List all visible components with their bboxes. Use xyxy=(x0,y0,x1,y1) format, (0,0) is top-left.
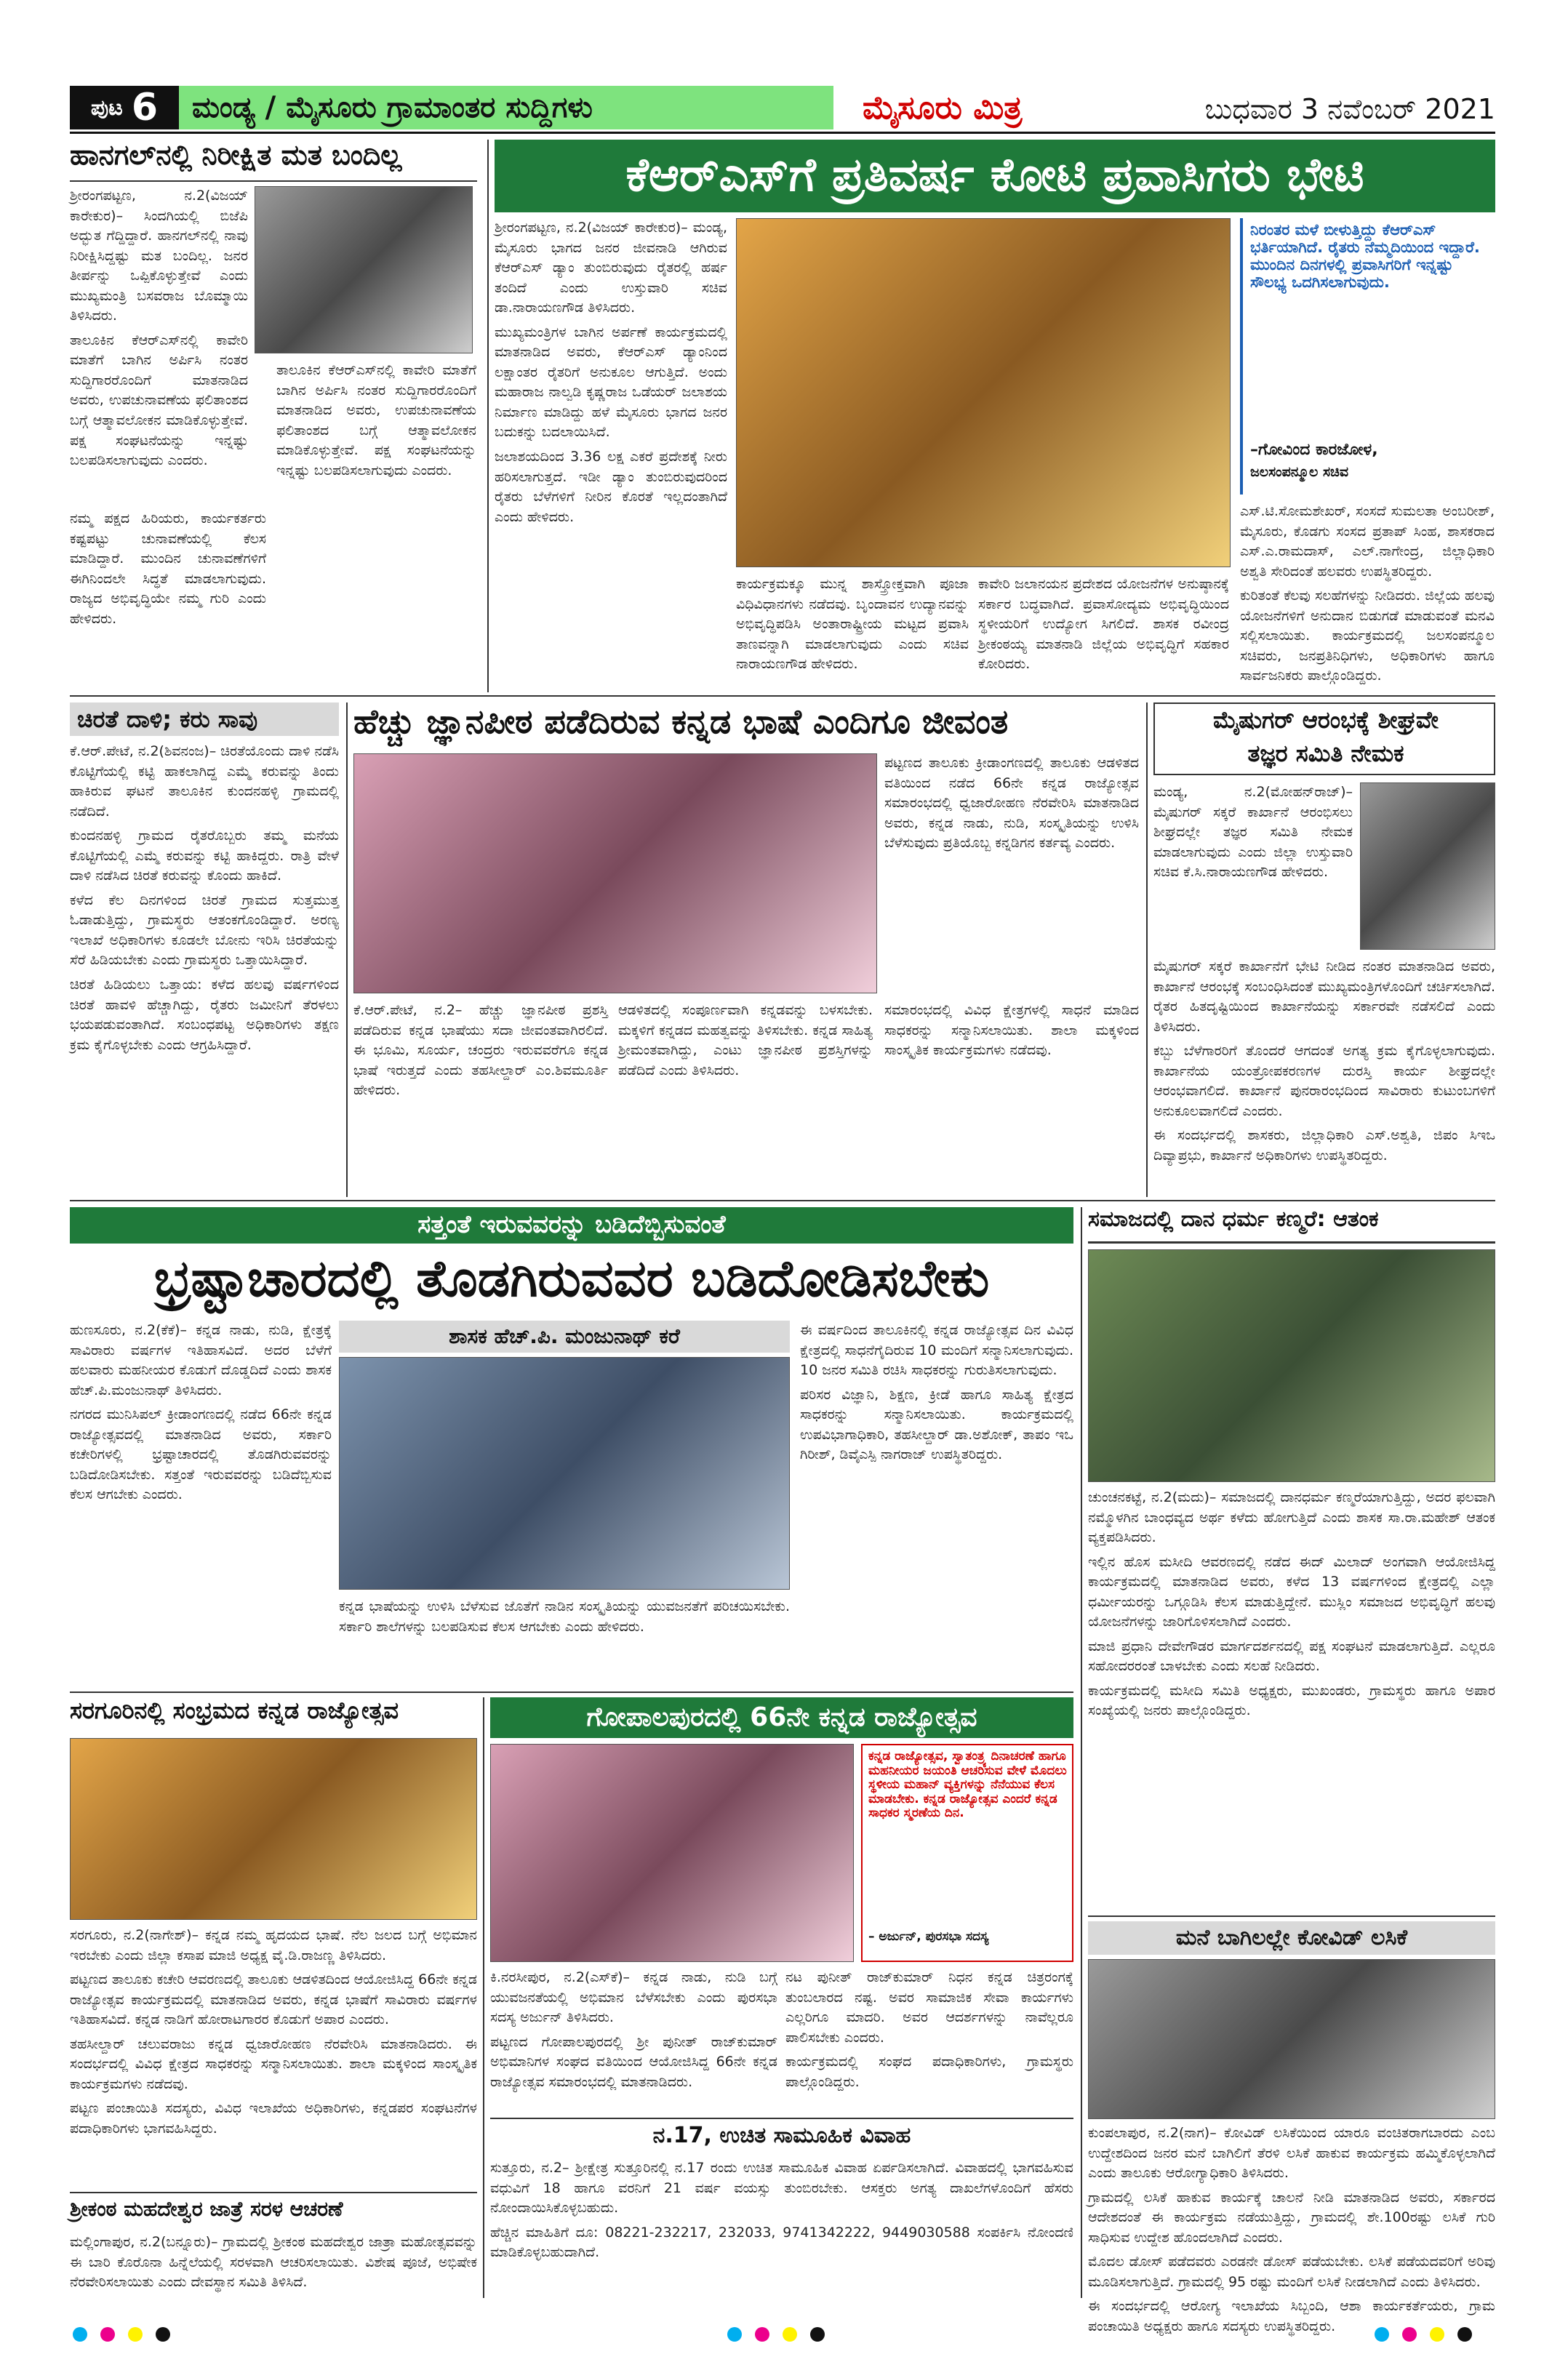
krs-quote-box xyxy=(1240,218,1495,495)
jnanapeetha-body-col2 xyxy=(353,1001,608,1193)
paragraph: ಸಮಾರಂಭದಲ್ಲಿ ವಿವಿಧ ಕ್ಷೇತ್ರಗಳಲ್ಲಿ ಸಾಧನೆ ಮಾಡಿದ ಸಾಧಕರನ್ನು ಸನ್ಮಾನಿಸಲಾಯಿತು. ಶಾಲಾ ಮಕ್ಕಳಿಂದ ಸಾಂಸ್ಕೃತಿಕ ಕಾರ್ಯಕ್ರಮಗಳು ನಡೆದವು. xyxy=(884,1002,1139,1059)
column-divider xyxy=(1081,1207,1082,2298)
divider xyxy=(490,2118,1073,2119)
krs-body-col1 xyxy=(495,218,727,691)
krs-quote-role: ಜಲಸಂಪನ್ಮೂಲ ಸಚಿವ xyxy=(1250,464,1349,480)
issue-date: ಬುಧವಾರ 3 ನವೆಂಬರ್ 2021 xyxy=(1204,92,1495,125)
krs-body-col2 xyxy=(736,575,969,691)
krs-bagina-photo xyxy=(736,218,1231,567)
paragraph: ಈ ಸಂದರ್ಭದಲ್ಲಿ ಆರೋಗ್ಯ ಇಲಾಖೆಯ ಸಿಬ್ಬಂದಿ, ಆಶಾ ಕಾರ್ಯಕರ್ತೆಯರು, ಗ್ರಾಮ ಪಂಚಾಯಿತಿ ಅಧ್ಯಕ್ಷರು ಹಾಗೂ ಸದಸ್ಯರು ಉಪಸ್ಥಿತರಿದ್ದರು. xyxy=(1088,2298,1495,2334)
paragraph: ಎಸ್.ಟಿ.ಸೋಮಶೇಖರ್, ಸಂಸದೆ ಸುಮಲತಾ ಅಂಬರೀಶ್, ಮೈಸೂರು, ಕೊಡಗು ಸಂಸದ ಪ್ರತಾಪ್ ಸಿಂಹ, ಶಾಸಕರಾದ ಎಸ್.ಎ.ರಾಮದಾಸ್, ಎಲ್.ನಾಗೇಂದ್ರ, ಜಿಲ್ಲಾಧಿಕಾರಿ ಅಶ್ವತಿ ಸೇರಿದಂತೆ ಹಲವರು ಉಪಸ್ಥಿತರಿದ್ದರು. xyxy=(1240,503,1495,580)
paragraph: ಕೆ.ಆರ್.ಪೇಟೆ, ನ.2– ಹೆಚ್ಚು ಜ್ಞಾನಪೀಠ ಪ್ರಶಸ್ತಿ ಪಡೆದಿರುವ ಕನ್ನಡ ಭಾಷೆಯು ಸದಾ ಜೀವಂತವಾಗಿರಲಿದೆ. ಈ ಭೂಮಿ, ಸೂರ್ಯ, ಚಂದ್ರರು ಇರುವವರೆಗೂ ಕನ್ನಡ ಭಾಷೆ ಇರುತ್ತದೆ ಎಂದು ತಹಸೀಲ್ದಾರ್ ಎಂ.ಶಿವಮೂರ್ತಿ ಹೇಳಿದರು. xyxy=(353,1002,608,1099)
paragraph: ಕುಂಪಲಾಪುರ, ನ.2(ನಾಗ)– ಕೋವಿಡ್ ಲಸಿಕೆಯಿಂದ ಯಾರೂ ವಂಚಿತರಾಗಬಾರದು ಎಂಬ ಉದ್ದೇಶದಿಂದ ಜನರ ಮನೆ ಬಾಗಿಲಿಗೆ ತೆರಳಿ ಲಸಿಕೆ ಹಾಕುವ ಕಾರ್ಯಕ್ರಮ ಹಮ್ಮಿಕೊಳ್ಳಲಾಗಿದೆ ಎಂದು ತಾಲೂಕು ಆರೋಗ್ಯಾಧಿಕಾರಿ ತಿಳಿಸಿದರು. xyxy=(1088,2125,1495,2182)
paragraph: ಪಟ್ಟಣ ಪಂಚಾಯಿತಿ ಸದಸ್ಯರು, ವಿವಿಧ ಇಲಾಖೆಯ ಅಧಿಕಾರಿಗಳು, ಕನ್ನಡಪರ ಸಂಘಟನೆಗಳ ಪದಾಧಿಕಾರಿಗಳು ಭಾಗವಹಿಸಿದ್ದರು. xyxy=(70,2100,477,2137)
covid-headline: ಮನೆ ಬಾಗಿಲಲ್ಲೇ ಕೋವಿಡ್ ಲಸಿಕೆ xyxy=(1088,1921,1495,1955)
krs-body-col3 xyxy=(978,575,1229,691)
masthead xyxy=(70,84,1495,134)
paragraph: ಜಲಾಶಯದಿಂದ 3.36 ಲಕ್ಷ ಎಕರೆ ಪ್ರದೇಶಕ್ಕೆ ನೀರು ಹರಿಸಲಾಗುತ್ತದೆ. ಇಡೀ ಡ್ಯಾಂ ತುಂಬಿರುವುದರಿಂದ ರೈತರು ಬೆಳೆಗಳಿಗೆ ನೀರಿನ ಕೊರತೆ ಇಲ್ಲದಂತಾಗಿದೆ ಎಂದು ಹೇಳಿದರು. xyxy=(495,449,727,525)
paragraph: ಪಟ್ಟಣದ ತಾಲೂಕು ಕಚೇರಿ ಆವರಣದಲ್ಲಿ ತಾಲೂಕು ಆಡಳಿತದಿಂದ ಆಯೋಜಿಸಿದ್ದ 66ನೇ ಕನ್ನಡ ರಾಜ್ಯೋತ್ಸವ ಕಾರ್ಯಕ್ರಮದಲ್ಲಿ ಮಾತನಾಡಿದ ಅವರು, ಕನ್ನಡ ಭಾಷೆಗೆ ಸಾವಿರಾರು ವರ್ಷಗಳ ಇತಿಹಾಸವಿದೆ. ಕನ್ನಡ ನಾಡಿಗೆ ಹೋರಾಟಗಾರರ ಕೊಡುಗೆ ಅಪಾರ ಎಂದರು. xyxy=(70,1971,477,2028)
print-registration-dots-right xyxy=(1375,2327,1491,2345)
paragraph: ಪಟ್ಟಣದ ತಾಲೂಕು ಕ್ರೀಡಾಂಗಣದಲ್ಲಿ ತಾಲೂಕು ಆಡಳಿತದ ವತಿಯಿಂದ ನಡೆದ 66ನೇ ಕನ್ನಡ ರಾಜ್ಯೋತ್ಸವ ಸಮಾರಂಭದಲ್ಲಿ ಧ್ವಜಾರೋಹಣ ನೆರವೇರಿಸಿ ಮಾತನಾಡಿದ ಅವರು, ಕನ್ನಡ ನಾಡು, ನುಡಿ, ಸಂಸ್ಕೃತಿಯನ್ನು ಉಳಿಸಿ ಬೆಳೆಸುವುದು ಪ್ರತಿಯೊಬ್ಬ ಕನ್ನಡಿಗನ ಕರ್ತವ್ಯ ಎಂದರು. xyxy=(884,755,1139,852)
black-dot xyxy=(810,2327,825,2342)
magenta-dot xyxy=(100,2327,115,2342)
gopalapura-quote-author: – ಅರ್ಜುನ್, ಪುರಸಭಾ ಸದಸ್ಯ xyxy=(868,1929,989,1944)
covid-body xyxy=(1088,2123,1495,2334)
cyan-dot xyxy=(727,2327,742,2342)
sargur-headline: ಸರಗೂರಿನಲ್ಲಿ ಸಂಭ್ರಮದ ಕನ್ನಡ ರಾಜ್ಯೋತ್ಸವ xyxy=(70,1697,399,1724)
paragraph: ಹುಣಸೂರು, ನ.2(ಕೆಕೆ)– ಕನ್ನಡ ನಾಡು, ನುಡಿ, ಕ್ಷೇತ್ರಕ್ಕೆ ಸಾವಿರಾರು ವರ್ಷಗಳ ಇತಿಹಾಸವಿದೆ. ಅದರ ಬೆಳೆಗೆ ಹಲವಾರು ಮಹನೀಯರ ಕೊಡುಗೆ ದೊಡ್ಡದಿದೆ ಎಂದು ಶಾಸಕ ಹೆಚ್.ಪಿ.ಮಂಜುನಾಥ್ ತಿಳಿಸಿದರು. xyxy=(70,1322,332,1398)
paragraph: ಕಬ್ಬು ಬೆಳೆಗಾರರಿಗೆ ತೊಂದರೆ ಆಗದಂತೆ ಅಗತ್ಯ ಕ್ರಮ ಕೈಗೊಳ್ಳಲಾಗುವುದು. ಕಾರ್ಖಾನೆಯ ಯಂತ್ರೋಪಕರಣಗಳ ದುರಸ್ತಿ ಕಾರ್ಯ ಶೀಘ್ರದಲ್ಲೇ ಆರಂಭವಾಗಲಿದೆ. ಕಾರ್ಖಾನೆ ಪುನರಾರಂಭದಿಂದ ಸಾವಿರಾರು ಕುಟುಂಬಗಳಿಗೆ ಅನುಕೂಲವಾಗಲಿದೆ ಎಂದರು. xyxy=(1153,1043,1495,1119)
gopalapura-event-photo xyxy=(490,1744,854,1962)
paragraph: ಮೊದಲ ಡೋಸ್ ಪಡೆದವರು ಎರಡನೇ ಡೋಸ್ ಪಡೆಯಬೇಕು. ಲಸಿಕೆ ಪಡೆಯದವರಿಗೆ ಅರಿವು ಮೂಡಿಸಲಾಗುತ್ತಿದೆ. ಗ್ರಾಮದಲ್ಲಿ 95 ರಷ್ಟು ಮಂದಿಗೆ ಲಸಿಕೆ ನೀಡಲಾಗಿದೆ ಎಂದು ತಿಳಿಸಿದರು. xyxy=(1088,2254,1495,2290)
gopalapura-headline: ಗೋಪಾಲಪುರದಲ್ಲಿ 66ನೇ ಕನ್ನಡ ರಾಜ್ಯೋತ್ಸವ xyxy=(490,1697,1073,1738)
danadharma-body xyxy=(1088,1488,1495,1910)
paragraph: ಚಿರತೆ ಹಿಡಿಯಲು ಒತ್ತಾಯ: ಕಳೆದ ಹಲವು ವರ್ಷಗಳಿಂದ ಚಿರತೆ ಹಾವಳಿ ಹೆಚ್ಚಾಗಿದ್ದು, ರೈತರು ಜಮೀನಿಗೆ ತೆರಳಲು ಭಯಪಡುವಂತಾಗಿದೆ. ಸಂಬಂಧಪಟ್ಟ ಅಧಿಕಾರಿಗಳು ತಕ್ಷಣ ಕ್ರಮ ಕೈಗೊಳ್ಳಬೇಕು ಎಂದು ಆಗ್ರಹಿಸಿದ್ದಾರೆ. xyxy=(70,977,339,1053)
gopalapura-body-col1 xyxy=(490,1968,777,2113)
corruption-body-col3 xyxy=(800,1321,1073,1684)
paragraph: ಕಾರ್ಯಕ್ರಮದಲ್ಲಿ ಮಸೀದಿ ಸಮಿತಿ ಅಧ್ಯಕ್ಷರು, ಮುಖಂಡರು, ಗ್ರಾಮಸ್ಥರು ಹಾಗೂ ಅಪಾರ ಸಂಖ್ಯೆಯಲ್ಲಿ ಜನರು ಪಾಲ್ಗೊಂಡಿದ್ದರು. xyxy=(1088,1682,1495,1719)
paragraph: ಕನ್ನಡ ಭಾಷೆಯನ್ನು ಉಳಿಸಿ ಬೆಳೆಸುವ ಜೊತೆಗೆ ನಾಡಿನ ಸಂಸ್ಕೃತಿಯನ್ನು ಯುವಜನತೆಗೆ ಪರಿಚಯಿಸಬೇಕು. ಸರ್ಕಾರಿ ಶಾಲೆಗಳನ್ನು ಬಲಪಡಿಸುವ ಕೆಲಸ ಆಗಬೇಕು ಎಂದು ಹೇಳಿದರು. xyxy=(339,1598,790,1635)
corruption-event-photo xyxy=(339,1357,790,1590)
page-label: ಪುಟ xyxy=(90,95,123,121)
paragraph: ಸರಗೂರು, ನ.2(ನಾಗೇಶ್)– ಕನ್ನಡ ನಮ್ಮ ಹೃದಯದ ಭಾಷೆ. ನೆಲ ಜಲದ ಬಗ್ಗೆ ಅಭಿಮಾನ ಇರಬೇಕು ಎಂದು ಜಿಲ್ಲಾ ಕಸಾಪ ಮಾಜಿ ಅಧ್ಯಕ್ಷ ವೈ.ಡಿ.ರಾಜಣ್ಣ ತಿಳಿಸಿದರು. xyxy=(70,1927,477,1963)
hanagal-body-col3 xyxy=(276,361,476,688)
paragraph: ಈ ವರ್ಷದಿಂದ ತಾಲೂಕಿನಲ್ಲಿ ಕನ್ನಡ ರಾಜ್ಯೋತ್ಸವ ದಿನ ವಿವಿಧ ಕ್ಷೇತ್ರದಲ್ಲಿ ಸಾಧನೆಗೈದಿರುವ 10 ಮಂದಿಗೆ ಸನ್ಮಾನಿಸಲಾಗುವುದು. 10 ಜನರ ಸಮಿತಿ ರಚಿಸಿ ಸಾಧಕರನ್ನು ಗುರುತಿಸಲಾಗುವುದು. xyxy=(800,1322,1073,1379)
divider xyxy=(1088,1915,1495,1917)
corruption-photo-caption: ಶಾಸಕ ಹೆಚ್.ಪಿ. ಮಂಜುನಾಥ್ ಕರೆ xyxy=(339,1321,790,1353)
divider xyxy=(70,180,477,182)
divider xyxy=(70,1692,1073,1693)
sargur-body xyxy=(70,1926,477,2187)
jnanapeetha-felicitation-photo xyxy=(353,753,877,993)
paragraph: ತಹಸೀಲ್ದಾರ್ ಚಲುವರಾಜು ಕನ್ನಡ ಧ್ವಜಾರೋಹಣ ನೆರವೇರಿಸಿ ಮಾತನಾಡಿದರು. ಈ ಸಂದರ್ಭದಲ್ಲಿ ವಿವಿಧ ಕ್ಷೇತ್ರದ ಸಾಧಕರನ್ನು ಸನ್ಮಾನಿಸಲಾಯಿತು. ಶಾಲಾ ಮಕ್ಕಳಿಂದ ಸಾಂಸ್ಕೃತಿಕ ಕಾರ್ಯಕ್ರಮಗಳು ನಡೆದವು. xyxy=(70,2035,477,2092)
jnanapeetha-body-col4 xyxy=(884,1001,1139,1193)
danadharma-event-photo xyxy=(1088,1249,1495,1482)
paragraph: ಆಡಳಿತದಲ್ಲಿ ಸಂಪೂರ್ಣವಾಗಿ ಕನ್ನಡವನ್ನು ಬಳಸಬೇಕು. ಮಕ್ಕಳಿಗೆ ಕನ್ನಡದ ಮಹತ್ವವನ್ನು ತಿಳಿಸಬೇಕು. ಕನ್ನಡ ಸಾಹಿತ್ಯ ಶ್ರೀಮಂತವಾಗಿದ್ದು, ಎಂಟು ಜ್ಞಾನಪೀಠ ಪ್ರಶಸ್ತಿಗಳನ್ನು ಪಡೆದಿದೆ ಎಂದು ತಿಳಿಸಿದರು. xyxy=(618,1002,873,1078)
paragraph: ಕೆ.ಆರ್.ಪೇಟೆ, ನ.2(ಶಿವನಂಜ)– ಚಿರತೆಯೊಂದು ದಾಳಿ ನಡೆಸಿ ಕೊಟ್ಟಿಗೆಯಲ್ಲಿ ಕಟ್ಟಿ ಹಾಕಲಾಗಿದ್ದ ಎಮ್ಮೆ ಕರುವನ್ನು ತಿಂದು ಹಾಕಿರುವ ಘಟನೆ ತಾಲೂಕಿನ ಕುಂದನಹಳ್ಳಿ ಗ್ರಾಮದಲ್ಲಿ ನಡೆದಿದೆ. xyxy=(70,743,339,820)
yellow-dot xyxy=(783,2327,797,2342)
paragraph: ತಾಲೂಕಿನ ಕೆಆರ್‌ಎಸ್‌ನಲ್ಲಿ ಕಾವೇರಿ ಮಾತೆಗೆ ಬಾಗಿನ ಅರ್ಪಿಸಿ ನಂತರ ಸುದ್ದಿಗಾರರೊಂದಿಗೆ ಮಾತನಾಡಿದ ಅವರು, ಉಪಚುನಾವಣೆಯ ಫಲಿತಾಂಶದ ಬಗ್ಗೆ ಆತ್ಮಾವಲೋಕನ ಮಾಡಿಕೊಳ್ಳುತ್ತೇವೆ. ಪಕ್ಷ ಸಂಘಟನೆಯನ್ನು ಇನ್ನಷ್ಟು ಬಲಪಡಿಸಲಾಗುವುದು ಎಂದರು. xyxy=(276,362,476,479)
sugar-headline-2: ತಜ್ಞರ ಸಮಿತಿ ನೇಮಕ xyxy=(1247,740,1404,767)
paragraph: ಮುಖ್ಯಮಂತ್ರಿಗಳ ಬಾಗಿನ ಅರ್ಪಣೆ ಕಾರ್ಯಕ್ರಮದಲ್ಲಿ ಮಾತನಾಡಿದ ಅವರು, ಕೆಆರ್‌ಎಸ್ ಡ್ಯಾಂನಿಂದ ಲಕ್ಷಾಂತರ ರೈತರಿಗೆ ಅನುಕೂಲ ಆಗುತ್ತಿದೆ. ಅಂದು ಮಹಾರಾಜ ನಾಲ್ವಡಿ ಕೃಷ್ಣರಾಜ ಒಡೆಯರ್ ಜಲಾಶಯ ನಿರ್ಮಾಣ ಮಾಡಿದ್ದು ಹಳೆ ಮೈಸೂರು ಭಾಗದ ಜನರ ಬದುಕನ್ನು ಬದಲಾಯಿಸಿದೆ. xyxy=(495,324,727,441)
magenta-dot xyxy=(1402,2327,1417,2342)
covid-vaccination-photo xyxy=(1088,1959,1495,2119)
gopalapura-quote: ಕನ್ನಡ ರಾಜ್ಯೋತ್ಸವ, ಸ್ವಾತಂತ್ರ್ಯ ದಿನಾಚರಣೆ ಹಾಗೂ ಮಹನೀಯರ ಜಯಂತಿ ಆಚರಿಸುವ ವೇಳೆ ಮೊದಲು ಸ್ಥಳೀಯ ಮಹಾನ್ ವ್ಯಕ್ತಿಗಳನ್ನು ನೆನೆಯುವ ಕೆಲಸ ಮಾಡಬೇಕು. ಕನ್ನಡ ರಾಜ್ಯೋತ್ಸವ ಎಂದರೆ ಕನ್ನಡ ಸಾಧಕರ ಸ್ಮರಣೆಯ ದಿನ. xyxy=(868,1749,1067,1821)
paragraph: ತಾಲೂಕಿನ ಕೆಆರ್‌ಎಸ್‌ನಲ್ಲಿ ಕಾವೇರಿ ಮಾತೆಗೆ ಬಾಗಿನ ಅರ್ಪಿಸಿ ನಂತರ ಸುದ್ದಿಗಾರರೊಂದಿಗೆ ಮಾತನಾಡಿದ ಅವರು, ಉಪಚುನಾವಣೆಯ ಫಲಿತಾಂಶದ ಬಗ್ಗೆ ಆತ್ಮಾವಲೋಕನ ಮಾಡಿಕೊಳ್ಳುತ್ತೇವೆ. ಪಕ್ಷ ಸಂಘಟನೆಯನ್ನು ಇನ್ನಷ್ಟು ಬಲಪಡಿಸಲಾಗುವುದು ಎಂದರು. xyxy=(70,332,248,469)
corruption-body-col2 xyxy=(339,1597,790,1684)
jnanapeetha-body-col1 xyxy=(884,753,1139,993)
black-dot xyxy=(156,2327,170,2342)
corruption-strap: ಸತ್ತಂತೆ ಇರುವವರನ್ನು ಬಡಿದೆಬ್ಬಿಸುವಂತೆ xyxy=(70,1207,1073,1244)
corruption-body-col1 xyxy=(70,1321,332,1684)
paragraph: ಶ್ರೀರಂಗಪಟ್ಟಣ, ನ.2(ವಿಜಯ್ ಕಾರೇಕುರ)– ಮಂಡ್ಯ, ಮೈಸೂರು ಭಾಗದ ಜನರ ಜೀವನಾಡಿ ಆಗಿರುವ ಕೆಆರ್‌ಎಸ್ ಡ್ಯಾಂ ತುಂಬಿರುವುದು ರೈತರಲ್ಲಿ ಹರ್ಷ ತಂದಿದೆ ಎಂದು ಉಸ್ತುವಾರಿ ಸಚಿವ ಡಾ.ನಾರಾಯಣಗೌಡ ತಿಳಿಸಿದರು. xyxy=(495,220,727,316)
paragraph: ಶ್ರೀರಂಗಪಟ್ಟಣ, ನ.2(ವಿಜಯ್ ಕಾರೇಕುರ)– ಸಿಂದಗಿಯಲ್ಲಿ ಬಿಜೆಪಿ ಅದ್ಭುತ ಗೆದ್ದಿದ್ದಾರೆ. ಹಾನಗಲ್‌ನಲ್ಲಿ ನಾವು ನಿರೀಕ್ಷಿಸಿದ್ದಷ್ಟು ಮತ ಬಂದಿಲ್ಲ. ಜನರ ತೀರ್ಪನ್ನು ಒಪ್ಪಿಕೊಳ್ಳುತ್ತೇವೆ ಎಂದು ಮುಖ್ಯಮಂತ್ರಿ ಬಸವರಾಜ ಬೊಮ್ಮಾಯಿ ತಿಳಿಸಿದರು. xyxy=(70,188,248,324)
column-divider xyxy=(346,702,348,1197)
hanagal-headline: ಹಾನಗಲ್‌ನಲ್ಲಿ ನಿರೀಕ್ಷಿತ ಮತ ಬಂದಿಲ್ಲ xyxy=(70,139,402,171)
hanagal-body-col2 xyxy=(70,509,266,691)
krs-body-col4 xyxy=(1240,502,1495,691)
paragraph: ಕಿ.ನರಸೀಪುರ, ನ.2(ಎಸ್‌ಕೆ)– ಕನ್ನಡ ನಾಡು, ನುಡಿ ಬಗ್ಗೆ ಯುವಜನತೆಯಲ್ಲಿ ಅಭಿಮಾನ ಬೆಳೆಸಬೇಕು ಎಂದು ಪುರಸಭಾ ಸದಸ್ಯ ಅರ್ಜುನ್ ತಿಳಿಸಿದರು. xyxy=(490,1969,777,2026)
paragraph: ಚುಂಚನಕಟ್ಟೆ, ನ.2(ಮದು)– ಸಮಾಜದಲ್ಲಿ ದಾನಧರ್ಮ ಕಣ್ಮರೆಯಾಗುತ್ತಿದ್ದು, ಅದರ ಫಲವಾಗಿ ನಮ್ಮೊಳಗಿನ ಬಾಂಧವ್ಯದ ಅರ್ಥ ಕಳೆದು ಹೋಗುತ್ತಿದೆ ಎಂದು ಶಾಸಕ ಸಾ.ರಾ.ಮಹೇಶ್ ಆತಂಕ ವ್ಯಕ್ತಪಡಿಸಿದರು. xyxy=(1088,1489,1495,1546)
print-registration-dots-center xyxy=(727,2327,844,2345)
srikanteshwara-body xyxy=(70,2233,477,2298)
divider xyxy=(70,2192,477,2193)
divider xyxy=(70,695,1495,697)
danadharma-headline: ಸಮಾಜದಲ್ಲಿ ದಾನ ಧರ್ಮ ಕಣ್ಮರೆ: ಆತಂಕ xyxy=(1088,1207,1495,1244)
page-number: 6 xyxy=(131,86,159,129)
vivaha-body xyxy=(490,2158,1073,2298)
paragraph: ನಮ್ಮ ಪಕ್ಷದ ಹಿರಿಯರು, ಕಾರ್ಯಕರ್ತರು ಕಷ್ಟಪಟ್ಟು ಚುನಾವಣೆಯಲ್ಲಿ ಕೆಲಸ ಮಾಡಿದ್ದಾರೆ. ಮುಂದಿನ ಚುನಾವಣೆಗಳಿಗೆ ಈಗಿನಿಂದಲೇ ಸಿದ್ಧತೆ ಮಾಡಲಾಗುವುದು. ರಾಜ್ಯದ ಅಭಿವೃದ್ಧಿಯೇ ನಮ್ಮ ಗುರಿ ಎಂದು ಹೇಳಿದರು. xyxy=(70,511,266,627)
brand-logo: ಮೈಸೂರು ಮಿತ್ರ xyxy=(863,89,1023,127)
chirate-body xyxy=(70,742,339,1193)
sugar-body-col2 xyxy=(1153,957,1495,1193)
paragraph: ಕುರಿತಂತೆ ಕೆಲವು ಸಲಹೆಗಳನ್ನು ನೀಡಿದರು. ಜಿಲ್ಲೆಯ ಹಲವು ಯೋಜನೆಗಳಿಗೆ ಅನುದಾನ ಬಿಡುಗಡೆ ಮಾಡುವಂತೆ ಮನವಿ ಸಲ್ಲಿಸಲಾಯಿತು. ಕಾರ್ಯಕ್ರಮದಲ್ಲಿ ಜಲಸಂಪನ್ಮೂಲ ಸಚಿವರು, ಜನಪ್ರತಿನಿಧಿಗಳು, ಅಧಿಕಾರಿಗಳು ಹಾಗೂ ಸಾರ್ವಜನಿಕರು ಪಾಲ್ಗೊಂಡಿದ್ದರು. xyxy=(1240,588,1495,684)
paragraph: ಸುತ್ತೂರು, ನ.2– ಶ್ರೀಕ್ಷೇತ್ರ ಸುತ್ತೂರಿನಲ್ಲಿ ನ.17 ರಂದು ಉಚಿತ ಸಾಮೂಹಿಕ ವಿವಾಹ ಏರ್ಪಡಿಸಲಾಗಿದೆ. ವಿವಾಹದಲ್ಲಿ ಭಾಗವಹಿಸುವ ವಧುವಿಗೆ 18 ಹಾಗೂ ವರನಿಗೆ 21 ವರ್ಷ ವಯಸ್ಸು ತುಂಬಿರಬೇಕು. ಆಸಕ್ತರು ಅಗತ್ಯ ದಾಖಲೆಗಳೊಂದಿಗೆ ಹೆಸರು ನೋಂದಾಯಿಸಿಕೊಳ್ಳಬಹುದು. xyxy=(490,2160,1073,2217)
paragraph: ಕಾವೇರಿ ಜಲಾನಯನ ಪ್ರದೇಶದ ಯೋಜನೆಗಳ ಅನುಷ್ಠಾನಕ್ಕೆ ಸರ್ಕಾರ ಬದ್ಧವಾಗಿದೆ. ಪ್ರವಾಸೋದ್ಯಮ ಅಭಿವೃದ್ಧಿಯಿಂದ ಸ್ಥಳೀಯರಿಗೆ ಉದ್ಯೋಗ ಸಿಗಲಿದೆ. ಶಾಸಕ ರವೀಂದ್ರ ಶ್ರೀಕಂಠಯ್ಯ ಮಾತನಾಡಿ ಜಿಲ್ಲೆಯ ಅಭಿವೃದ್ಧಿಗೆ ಸಹಕಾರ ಕೋರಿದರು. xyxy=(978,576,1229,673)
paragraph: ಪರಿಸರ ವಿಜ್ಞಾನಿ, ಶಿಕ್ಷಣ, ಕ್ರೀಡೆ ಹಾಗೂ ಸಾಹಿತ್ಯ ಕ್ಷೇತ್ರದ ಸಾಧಕರನ್ನು ಸನ್ಮಾನಿಸಲಾಯಿತು. ಕಾರ್ಯಕ್ರಮದಲ್ಲಿ ಉಪವಿಭಾಗಾಧಿಕಾರಿ, ತಹಸೀಲ್ದಾರ್ ಡಾ.ಅಶೋಕ್, ತಾಪಂ ಇಒ ಗಿರೀಶ್, ಡಿವೈಎಸ್ಪಿ ನಾಗರಾಜ್ ಉಪಸ್ಥಿತರಿದ್ದರು. xyxy=(800,1386,1073,1463)
srikanteshwara-headline: ಶ್ರೀಕಂಠ ಮಹದೇಶ್ವರ ಜಾತ್ರೆ ಸರಳ ಆಚರಣೆ xyxy=(70,2197,343,2221)
paragraph: ಕಾರ್ಯಕ್ರಮದಲ್ಲಿ ಸಂಘದ ಪದಾಧಿಕಾರಿಗಳು, ಗ್ರಾಮಸ್ಥರು ಪಾಲ್ಗೊಂಡಿದ್ದರು. xyxy=(785,2054,1073,2090)
paragraph: ಮಂಡ್ಯ, ನ.2(ಮೋಹನ್‌ರಾಜ್)– ಮೈಷುಗರ್ ಸಕ್ಕರೆ ಕಾರ್ಖಾನೆ ಆರಂಭಿಸಲು ಶೀಘ್ರದಲ್ಲೇ ತಜ್ಞರ ಸಮಿತಿ ನೇಮಕ ಮಾಡಲಾಗುವುದು ಎಂದು ಜಿಲ್ಲಾ ಉಸ್ತುವಾರಿ ಸಚಿವ ಕೆ.ಸಿ.ನಾರಾಯಣಗೌಡ ಹೇಳಿದರು. xyxy=(1153,784,1353,881)
corruption-headline: ಭ್ರಷ್ಟಾಚಾರದಲ್ಲಿ ತೊಡಗಿರುವವರ ಬಡಿದೋಡಿಸಬೇಕು xyxy=(153,1249,990,1308)
divider xyxy=(70,1200,1495,1201)
paragraph: ಕಳೆದ ಕೆಲ ದಿನಗಳಿಂದ ಚಿರತೆ ಗ್ರಾಮದ ಸುತ್ತಮುತ್ತ ಓಡಾಡುತ್ತಿದ್ದು, ಗ್ರಾಮಸ್ಥರು ಆತಂಕಗೊಂಡಿದ್ದಾರೆ. ಅರಣ್ಯ ಇಲಾಖೆ ಅಧಿಕಾರಿಗಳು ಕೂಡಲೇ ಬೋನು ಇರಿಸಿ ಚಿರತೆಯನ್ನು ಸೆರೆ ಹಿಡಿಯಬೇಕು ಎಂದು ಗ್ರಾಮಸ್ಥರು ಒತ್ತಾಯಿಸಿದ್ದಾರೆ. xyxy=(70,892,339,969)
paragraph: ಇಲ್ಲಿನ ಹೊಸ ಮಸೀದಿ ಆವರಣದಲ್ಲಿ ನಡೆದ ಈದ್ ಮಿಲಾದ್ ಅಂಗವಾಗಿ ಆಯೋಜಿಸಿದ್ದ ಕಾರ್ಯಕ್ರಮದಲ್ಲಿ ಮಾತನಾಡಿದ ಅವರು, ಕಳೆದ 13 ವರ್ಷಗಳಿಂದ ಕ್ಷೇತ್ರದಲ್ಲಿ ಎಲ್ಲಾ ಧರ್ಮೀಯರನ್ನು ಒಗ್ಗೂಡಿಸಿ ಕೆಲಸ ಮಾಡುತ್ತಿದ್ದೇನೆ. ಮುಸ್ಲಿಂ ಸಮಾಜದ ಅಭಿವೃದ್ಧಿಗೆ ಹಲವು ಯೋಜನೆಗಳನ್ನು ಜಾರಿಗೊಳಿಸಲಾಗಿದೆ ಎಂದರು. xyxy=(1088,1553,1495,1630)
sugar-headline-box xyxy=(1153,702,1495,775)
cyan-dot xyxy=(1375,2327,1389,2342)
page-number-box xyxy=(70,86,179,129)
magenta-dot xyxy=(755,2327,769,2342)
hanagal-body-col1 xyxy=(70,186,248,506)
column-divider xyxy=(483,1697,484,2298)
section-title: ಮಂಡ್ಯ / ಮೈಸೂರು ಗ್ರಾಮಾಂತರ ಸುದ್ದಿಗಳು xyxy=(179,86,833,129)
sargur-event-photo xyxy=(70,1738,477,1920)
paragraph: ನಟ ಪುನೀತ್ ರಾಜ್‌ಕುಮಾರ್ ನಿಧನ ಕನ್ನಡ ಚಿತ್ರರಂಗಕ್ಕೆ ತುಂಬಲಾರದ ನಷ್ಟ. ಅವರ ಸಾಮಾಜಿಕ ಸೇವಾ ಕಾರ್ಯಗಳು ಎಲ್ಲರಿಗೂ ಮಾದರಿ. ಅವರ ಆದರ್ಶಗಳನ್ನು ನಾವೆಲ್ಲರೂ ಪಾಲಿಸಬೇಕು ಎಂದರು. xyxy=(785,1969,1073,2046)
paragraph: ಕುಂದನಹಳ್ಳಿ ಗ್ರಾಮದ ರೈತರೊಬ್ಬರು ತಮ್ಮ ಮನೆಯ ಕೊಟ್ಟಿಗೆಯಲ್ಲಿ ಎಮ್ಮೆ ಕರುವನ್ನು ಕಟ್ಟಿ ಹಾಕಿದ್ದರು. ರಾತ್ರಿ ವೇಳೆ ದಾಳಿ ನಡೆಸಿದ ಚಿರತೆ ಕರುವನ್ನು ಕೊಂದು ಹಾಕಿದೆ. xyxy=(70,828,339,884)
paragraph: ಹೆಚ್ಚಿನ ಮಾಹಿತಿಗೆ ದೂ: 08221-232217, 232033, 9741342222, 9449030588 ಸಂಪರ್ಕಿಸಿ ನೋಂದಣಿ ಮಾಡಿಕೊಳ್ಳಬಹುದಾಗಿದೆ. xyxy=(490,2224,1073,2261)
jnanapeetha-headline: ಹೆಚ್ಚು ಜ್ಞಾನಪೀಠ ಪಡೆದಿರುವ ಕನ್ನಡ ಭಾಷೆ ಎಂದಿಗೂ ಜೀವಂತ xyxy=(353,702,1009,741)
gopalapura-quote-box xyxy=(861,1744,1073,1962)
column-divider xyxy=(487,140,489,692)
gopalapura-body-col2 xyxy=(785,1968,1073,2113)
paragraph: ಗ್ರಾಮದಲ್ಲಿ ಲಸಿಕೆ ಹಾಕುವ ಕಾರ್ಯಕ್ಕೆ ಚಾಲನೆ ನೀಡಿ ಮಾತನಾಡಿದ ಅವರು, ಸರ್ಕಾರದ ಆದೇಶದಂತೆ ಈ ಕಾರ್ಯಕ್ರಮ ನಡೆಯುತ್ತಿದ್ದು, ಗ್ರಾಮದಲ್ಲಿ ಶೇ.100ರಷ್ಟು ಲಸಿಕೆ ಗುರಿ ಸಾಧಿಸುವ ಉದ್ದೇಶ ಹೊಂದಲಾಗಿದೆ ಎಂದರು. xyxy=(1088,2189,1495,2246)
black-dot xyxy=(1457,2327,1472,2342)
cm-portrait-photo xyxy=(255,186,473,353)
print-registration-dots-left xyxy=(73,2327,189,2345)
krs-quote-author: –ಗೋವಿಂದ ಕಾರಜೋಳ, xyxy=(1250,441,1378,459)
paragraph: ಮೈಷುಗರ್ ಸಕ್ಕರೆ ಕಾರ್ಖಾನೆಗೆ ಭೇಟಿ ನೀಡಿದ ನಂತರ ಮಾತನಾಡಿದ ಅವರು, ಕಾರ್ಖಾನೆ ಆರಂಭಕ್ಕೆ ಸಂಬಂಧಿಸಿದಂತೆ ಮುಖ್ಯಮಂತ್ರಿಗಳೊಂದಿಗೆ ಚರ್ಚಿಸಲಾಗಿದೆ. ರೈತರ ಹಿತದೃಷ್ಟಿಯಿಂದ ಕಾರ್ಖಾನೆಯನ್ನು ಸರ್ಕಾರವೇ ನಡೆಸಲಿದೆ ಎಂದು ತಿಳಿಸಿದರು. xyxy=(1153,958,1495,1035)
paragraph: ಈ ಸಂದರ್ಭದಲ್ಲಿ ಶಾಸಕರು, ಜಿಲ್ಲಾಧಿಕಾರಿ ಎಸ್.ಅಶ್ವತಿ, ಜಿಪಂ ಸಿಇಒ ದಿವ್ಯಾಪ್ರಭು, ಕಾರ್ಖಾನೆ ಅಧಿಕಾರಿಗಳು ಉಪಸ್ಥಿತರಿದ್ದರು. xyxy=(1153,1127,1495,1164)
paragraph: ಪಟ್ಟಣದ ಗೋಪಾಲಪುರದಲ್ಲಿ ಶ್ರೀ ಪುನೀತ್ ರಾಜ್‌ಕುಮಾರ್ ಅಭಿಮಾನಿಗಳ ಸಂಘದ ವತಿಯಿಂದ ಆಯೋಜಿಸಿದ್ದ 66ನೇ ಕನ್ನಡ ರಾಜ್ಯೋತ್ಸವ ಸಮಾರಂಭದಲ್ಲಿ ಮಾತನಾಡಿದರು. xyxy=(490,2033,777,2090)
vivaha-headline: ನ.17, ಉಚಿತ ಸಾಮೂಹಿಕ ವಿವಾಹ xyxy=(652,2123,911,2148)
paragraph: ಮಲ್ಲಿಂಗಾಪುರ, ನ.2(ಬನ್ನೂರು)– ಗ್ರಾಮದಲ್ಲಿ ಶ್ರೀಕಂಠ ಮಹದೇಶ್ವರ ಜಾತ್ರಾ ಮಹೋತ್ಸವವನ್ನು ಈ ಬಾರಿ ಕೊರೊನಾ ಹಿನ್ನೆಲೆಯಲ್ಲಿ ಸರಳವಾಗಿ ಆಚರಿಸಲಾಯಿತು. ವಿಶೇಷ ಪೂಜೆ, ಅಭಿಷೇಕ ನೆರವೇರಿಸಲಾಯಿತು ಎಂದು ದೇವಸ್ಥಾನ ಸಮಿತಿ ತಿಳಿಸಿದೆ. xyxy=(70,2234,477,2291)
column-divider xyxy=(1146,702,1148,1197)
yellow-dot xyxy=(1430,2327,1444,2342)
jnanapeetha-body-col3 xyxy=(618,1001,873,1193)
paragraph: ನಗರದ ಮುನಿಸಿಪಲ್ ಕ್ರೀಡಾಂಗಣದಲ್ಲಿ ನಡೆದ 66ನೇ ಕನ್ನಡ ರಾಜ್ಯೋತ್ಸವದಲ್ಲಿ ಮಾತನಾಡಿದ ಅವರು, ಸರ್ಕಾರಿ ಕಚೇರಿಗಳಲ್ಲಿ ಭ್ರಷ್ಟಾಚಾರದಲ್ಲಿ ತೊಡಗಿರುವವರನ್ನು ಬಡಿದೋಡಿಸಬೇಕು. ಸತ್ತಂತೆ ಇರುವವರನ್ನು ಬಡಿದೆಬ್ಬಿಸುವ ಕೆಲಸ ಆಗಬೇಕು ಎಂದರು. xyxy=(70,1406,332,1503)
sugar-headline-1: ಮೈಷುಗರ್ ಆರಂಭಕ್ಕೆ ಶೀಘ್ರವೇ xyxy=(1213,706,1439,734)
krs-headline: ಕೆಆರ್‌ಎಸ್‌ಗೆ ಪ್ರತಿವರ್ಷ ಕೋಟಿ ಪ್ರವಾಸಿಗರು ಭೇಟಿ xyxy=(495,140,1495,212)
cyan-dot xyxy=(73,2327,87,2342)
paragraph: ಮಾಜಿ ಪ್ರಧಾನಿ ದೇವೇಗೌಡರ ಮಾರ್ಗದರ್ಶನದಲ್ಲಿ ಪಕ್ಷ ಸಂಘಟನೆ ಮಾಡಲಾಗುತ್ತಿದೆ. ಎಲ್ಲರೂ ಸಹೋದರರಂತೆ ಬಾಳಬೇಕು ಎಂದು ಸಲಹೆ ನೀಡಿದರು. xyxy=(1088,1638,1495,1675)
sugar-body-col1 xyxy=(1153,782,1353,950)
chirate-headline: ಚಿರತೆ ದಾಳಿ; ಕರು ಸಾವು xyxy=(70,702,339,736)
minister-portrait-photo xyxy=(1360,782,1495,950)
paragraph: ಕಾರ್ಯಕ್ರಮಕ್ಕೂ ಮುನ್ನ ಶಾಸ್ತ್ರೋಕ್ತವಾಗಿ ಪೂಜಾ ವಿಧಿವಿಧಾನಗಳು ನಡೆದವು. ಬೃಂದಾವನ ಉದ್ಯಾನವನ್ನು ಅಭಿವೃದ್ಧಿಪಡಿಸಿ ಅಂತಾರಾಷ್ಟ್ರೀಯ ಮಟ್ಟದ ಪ್ರವಾಸಿ ತಾಣವನ್ನಾಗಿ ಮಾಡಲಾಗುವುದು ಎಂದು ಸಚಿವ ನಾರಾಯಣಗೌಡ ಹೇಳಿದರು. xyxy=(736,576,969,673)
yellow-dot xyxy=(128,2327,143,2342)
krs-quote: ನಿರಂತರ ಮಳೆ ಬೀಳುತ್ತಿದ್ದು ಕೆಆರ್‌ಎಸ್ ಭರ್ತಿಯಾಗಿದೆ. ರೈತರು ನೆಮ್ಮದಿಯಿಂದ ಇದ್ದಾರೆ. ಮುಂದಿನ ದಿನಗಳಲ್ಲಿ ಪ್ರವಾಸಿಗರಿಗೆ ಇನ್ನಷ್ಟು ಸೌಲಭ್ಯ ಒದಗಿಸಲಾಗುವುದು. xyxy=(1250,221,1480,292)
